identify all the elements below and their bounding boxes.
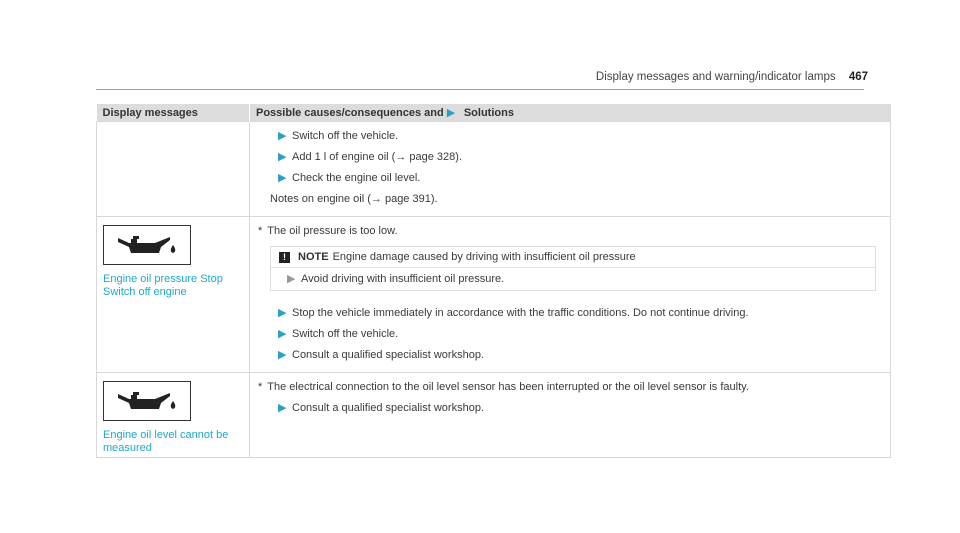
note-text: Engine damage caused by driving with insufficient oil pressure (332, 251, 636, 263)
step-text: Add 1 l of engine oil (→ page 328). (292, 151, 463, 163)
table-row (97, 373, 891, 458)
engine-oil-note: Notes on engine oil (→ page 391). (270, 193, 438, 205)
step-arrow-icon: ▶ (278, 328, 287, 340)
header-title: Display messages and warning/indicator lamps (595, 71, 836, 83)
row2-message-cell (97, 217, 250, 373)
step-arrow-icon: ▶ (278, 172, 287, 184)
step-text: Avoid driving with insufficient oil pressure. (301, 273, 505, 285)
step-arrow-icon: ▶ (278, 349, 287, 361)
step-arrow-icon: ▶ (287, 273, 296, 285)
col-display-messages-header: Display messages (97, 104, 250, 122)
step-arrow-icon: ▶ (278, 307, 287, 319)
step-text: Switch off the vehicle. (292, 328, 399, 340)
row2-solutions-cell (250, 217, 891, 373)
asterisk-marker: * (258, 225, 263, 237)
row1-solutions-cell (250, 122, 891, 217)
note-box (270, 246, 876, 291)
cause-text (258, 221, 884, 242)
message-title (103, 429, 249, 455)
display-messages-table (96, 104, 891, 458)
message-title-line1: Engine oil level cannot be (103, 429, 229, 441)
oil-pressure-lamp (103, 225, 191, 265)
oil-level-lamp (103, 381, 191, 421)
note-label: NOTE (298, 251, 329, 263)
solution-step (270, 398, 884, 419)
solution-step (270, 345, 884, 366)
header-divider (96, 89, 864, 90)
warning-icon: ! (279, 252, 290, 263)
asterisk-marker: * (258, 381, 263, 393)
col-causes-solutions-header (250, 104, 891, 122)
step-arrow-icon: ▶ (278, 130, 287, 142)
message-title-line2: measured (103, 442, 152, 454)
step-text: Consult a qualified specialist workshop. (292, 402, 484, 414)
message-title (103, 273, 249, 299)
table-row (97, 122, 891, 217)
step-text: Switch off the vehicle. (292, 130, 399, 142)
step-arrow-icon: ▶ (278, 402, 287, 414)
step-text: Consult a qualified specialist workshop. (292, 349, 484, 361)
step-arrow-icon: ▶ (278, 151, 287, 163)
row3-solutions-cell (250, 373, 891, 458)
row1-message-cell (97, 122, 250, 217)
step-text: Stop the vehicle immediately in accordance with the traffic conditions. Do not continue driving. (292, 307, 749, 319)
oil-can-icon (115, 389, 179, 413)
solution-step (270, 303, 884, 324)
table-header-row (97, 104, 891, 122)
cause-label: The oil pressure is too low. (267, 225, 398, 237)
col2-header-pre: Possible causes/consequences and (256, 107, 444, 119)
note-header (271, 247, 875, 268)
message-title-line1: Engine oil pressure Stop (103, 273, 223, 285)
oil-can-icon (115, 233, 179, 257)
message-title-line2: Switch off engine (103, 286, 187, 298)
note-step (271, 268, 875, 290)
table-row (97, 217, 891, 373)
col2-header-post: Solutions (463, 107, 514, 119)
cause-label: The electrical connection to the oil level sensor has been interrupted or the oil level sensor is faulty. (267, 381, 749, 393)
solution-step (270, 147, 884, 168)
step-text: Check the engine oil level. (292, 172, 421, 184)
page-number: 467 (848, 71, 868, 83)
solution-arrow-icon: ▶ (446, 107, 456, 119)
row3-message-cell (97, 373, 250, 458)
solution-step (270, 324, 884, 345)
running-header (596, 71, 868, 83)
solution-step (270, 126, 884, 147)
solution-step (270, 168, 884, 189)
cause-text (258, 377, 884, 398)
